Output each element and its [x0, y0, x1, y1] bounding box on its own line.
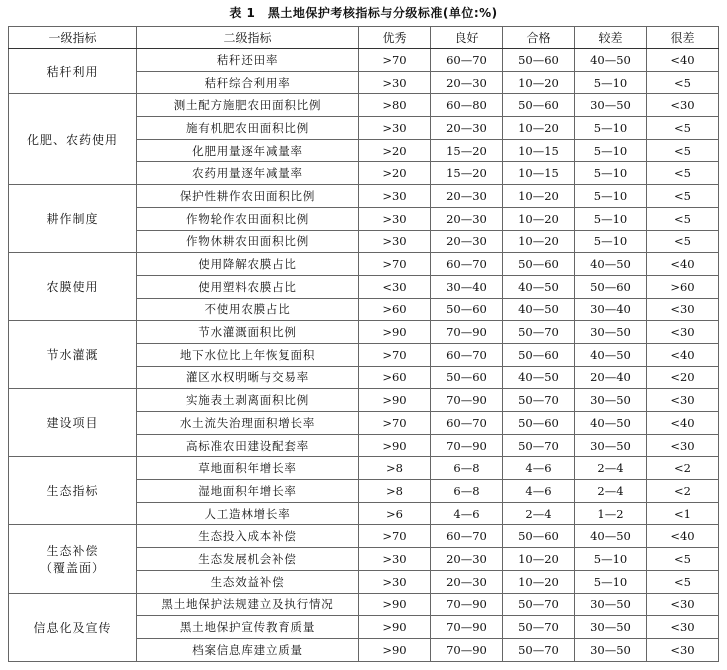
- value-poor: 5—10: [575, 139, 647, 162]
- value-excellent: >30: [359, 548, 431, 571]
- value-poor: 5—10: [575, 185, 647, 208]
- table-row: [9, 593, 719, 616]
- level2-indicator: 测土配方施肥农田面积比例: [137, 94, 359, 117]
- table-row: [9, 253, 719, 276]
- level2-indicator: 灌区水权明晰与交易率: [137, 366, 359, 389]
- value-very-poor: <30: [647, 593, 719, 616]
- value-very-poor: >60: [647, 275, 719, 298]
- level2-indicator: 黑土地保护法规建立及执行情况: [137, 593, 359, 616]
- level1-name: 农膜使用: [46, 280, 99, 295]
- level2-indicator: 农药用量逐年减量率: [137, 162, 359, 185]
- value-very-poor: <20: [647, 366, 719, 389]
- value-good: 60—70: [431, 49, 503, 72]
- value-good: 6—8: [431, 480, 503, 503]
- value-pass: 10—20: [503, 71, 575, 94]
- value-excellent: >70: [359, 343, 431, 366]
- value-poor: 40—50: [575, 253, 647, 276]
- value-poor: 2—4: [575, 480, 647, 503]
- value-pass: 10—20: [503, 230, 575, 253]
- value-poor: 30—50: [575, 593, 647, 616]
- value-excellent: >20: [359, 139, 431, 162]
- value-excellent: >70: [359, 525, 431, 548]
- value-good: 70—90: [431, 616, 503, 639]
- value-good: 6—8: [431, 457, 503, 480]
- value-very-poor: <2: [647, 457, 719, 480]
- table-row: [9, 185, 719, 208]
- value-pass: 10—15: [503, 139, 575, 162]
- value-poor: 30—40: [575, 298, 647, 321]
- level2-indicator: 节水灌溉面积比例: [137, 321, 359, 344]
- value-very-poor: <5: [647, 230, 719, 253]
- value-pass: 40—50: [503, 366, 575, 389]
- level2-indicator: 不使用农膜占比: [137, 298, 359, 321]
- value-very-poor: <30: [647, 389, 719, 412]
- level2-indicator: 秸秆综合利用率: [137, 71, 359, 94]
- value-very-poor: <5: [647, 207, 719, 230]
- value-poor: 5—10: [575, 162, 647, 185]
- level1-indicator: [9, 49, 137, 94]
- value-very-poor: <40: [647, 49, 719, 72]
- level1-name: 信息化及宣传: [33, 620, 112, 635]
- value-good: 70—90: [431, 593, 503, 616]
- header-level2: 二级指标: [137, 27, 359, 49]
- level2-indicator: 实施表土剥离面积比例: [137, 389, 359, 412]
- value-excellent: >90: [359, 434, 431, 457]
- level2-indicator: 地下水位比上年恢复面积: [137, 343, 359, 366]
- value-excellent: >30: [359, 207, 431, 230]
- value-pass: 4—6: [503, 480, 575, 503]
- value-good: 60—70: [431, 412, 503, 435]
- value-good: 60—80: [431, 94, 503, 117]
- value-excellent: >30: [359, 185, 431, 208]
- table-row: [9, 49, 719, 72]
- value-very-poor: <2: [647, 480, 719, 503]
- value-poor: 30—50: [575, 616, 647, 639]
- value-pass: 40—50: [503, 298, 575, 321]
- value-good: 50—60: [431, 298, 503, 321]
- value-pass: 50—70: [503, 321, 575, 344]
- value-good: 70—90: [431, 321, 503, 344]
- value-good: 60—70: [431, 253, 503, 276]
- value-excellent: >60: [359, 298, 431, 321]
- value-pass: 50—60: [503, 343, 575, 366]
- level2-indicator: 化肥用量逐年减量率: [137, 139, 359, 162]
- header-poor: 较差: [575, 27, 647, 49]
- value-excellent: >8: [359, 457, 431, 480]
- value-excellent: >30: [359, 117, 431, 140]
- value-poor: 5—10: [575, 117, 647, 140]
- value-poor: 30—50: [575, 94, 647, 117]
- table-caption: 表 1 黑土地保护考核指标与分级标准(单位:%): [229, 6, 498, 20]
- value-pass: 50—70: [503, 434, 575, 457]
- value-pass: 50—70: [503, 616, 575, 639]
- value-excellent: >80: [359, 94, 431, 117]
- value-very-poor: <1: [647, 502, 719, 525]
- value-good: 4—6: [431, 502, 503, 525]
- level1-name: 生态指标: [46, 484, 99, 499]
- value-pass: 4—6: [503, 457, 575, 480]
- value-very-poor: <40: [647, 412, 719, 435]
- level1-name: 节水灌溉: [46, 348, 99, 363]
- value-good: 15—20: [431, 162, 503, 185]
- value-pass: 10—20: [503, 185, 575, 208]
- level2-indicator: 草地面积年增长率: [137, 457, 359, 480]
- value-excellent: <30: [359, 275, 431, 298]
- level1-indicator: [9, 457, 137, 525]
- level2-indicator: 作物休耕农田面积比例: [137, 230, 359, 253]
- header-very-poor: 很差: [647, 27, 719, 49]
- level2-indicator: 保护性耕作农田面积比例: [137, 185, 359, 208]
- value-poor: 30—50: [575, 321, 647, 344]
- value-good: 70—90: [431, 434, 503, 457]
- value-excellent: >90: [359, 616, 431, 639]
- level2-indicator: 施有机肥农田面积比例: [137, 117, 359, 140]
- value-excellent: >90: [359, 638, 431, 661]
- value-poor: 1—2: [575, 502, 647, 525]
- value-good: 20—30: [431, 548, 503, 571]
- value-poor: 5—10: [575, 570, 647, 593]
- value-poor: 50—60: [575, 275, 647, 298]
- value-very-poor: <5: [647, 139, 719, 162]
- level1-name: 建设项目: [46, 416, 99, 431]
- level2-indicator: 生态效益补偿: [137, 570, 359, 593]
- value-very-poor: <30: [647, 94, 719, 117]
- level2-indicator: 人工造林增长率: [137, 502, 359, 525]
- value-good: 60—70: [431, 343, 503, 366]
- table-row: [9, 321, 719, 344]
- value-excellent: >90: [359, 389, 431, 412]
- value-pass: 10—20: [503, 117, 575, 140]
- value-very-poor: <30: [647, 321, 719, 344]
- value-excellent: >70: [359, 49, 431, 72]
- value-pass: 50—60: [503, 412, 575, 435]
- value-very-poor: <5: [647, 570, 719, 593]
- header-pass: 合格: [503, 27, 575, 49]
- level1-subname: （覆盖面）: [39, 560, 105, 575]
- value-poor: 30—50: [575, 389, 647, 412]
- value-good: 20—30: [431, 185, 503, 208]
- level1-indicator: [9, 253, 137, 321]
- level1-indicator: [9, 593, 137, 661]
- header-level1: 一级指标: [9, 27, 137, 49]
- value-pass: 10—20: [503, 570, 575, 593]
- value-excellent: >30: [359, 71, 431, 94]
- level1-indicator: [9, 389, 137, 457]
- value-poor: 5—10: [575, 548, 647, 571]
- value-poor: 2—4: [575, 457, 647, 480]
- value-poor: 40—50: [575, 49, 647, 72]
- level1-name: 化肥、农药使用: [26, 132, 118, 147]
- value-pass: 50—60: [503, 525, 575, 548]
- value-excellent: >30: [359, 230, 431, 253]
- level2-indicator: 使用塑料农膜占比: [137, 275, 359, 298]
- level2-indicator: 湿地面积年增长率: [137, 480, 359, 503]
- value-poor: 30—50: [575, 638, 647, 661]
- level2-indicator: 秸秆还田率: [137, 49, 359, 72]
- value-pass: 10—20: [503, 207, 575, 230]
- value-excellent: >70: [359, 412, 431, 435]
- value-pass: 50—70: [503, 638, 575, 661]
- value-excellent: >60: [359, 366, 431, 389]
- value-very-poor: <40: [647, 253, 719, 276]
- level1-name: 耕作制度: [46, 212, 99, 227]
- value-poor: 40—50: [575, 412, 647, 435]
- level1-name: 生态补偿: [46, 543, 99, 558]
- value-poor: 5—10: [575, 207, 647, 230]
- value-pass: 50—70: [503, 389, 575, 412]
- table-row: [9, 525, 719, 548]
- value-excellent: >20: [359, 162, 431, 185]
- value-good: 20—30: [431, 71, 503, 94]
- value-very-poor: <5: [647, 71, 719, 94]
- value-pass: 40—50: [503, 275, 575, 298]
- value-pass: 2—4: [503, 502, 575, 525]
- header-good: 良好: [431, 27, 503, 49]
- level1-name: 秸秆利用: [46, 64, 99, 79]
- value-good: 15—20: [431, 139, 503, 162]
- value-poor: 5—10: [575, 230, 647, 253]
- level2-indicator: 生态投入成本补偿: [137, 525, 359, 548]
- value-very-poor: <5: [647, 548, 719, 571]
- value-excellent: >6: [359, 502, 431, 525]
- level1-indicator: [9, 185, 137, 253]
- table-row: [9, 389, 719, 412]
- value-poor: 40—50: [575, 525, 647, 548]
- value-poor: 40—50: [575, 343, 647, 366]
- level2-indicator: 使用降解农膜占比: [137, 253, 359, 276]
- value-good: 20—30: [431, 207, 503, 230]
- value-pass: 10—15: [503, 162, 575, 185]
- level2-indicator: 作物轮作农田面积比例: [137, 207, 359, 230]
- value-very-poor: <5: [647, 185, 719, 208]
- value-pass: 50—60: [503, 94, 575, 117]
- value-pass: 50—60: [503, 49, 575, 72]
- level1-indicator: [9, 525, 137, 593]
- value-pass: 50—60: [503, 253, 575, 276]
- value-excellent: >90: [359, 593, 431, 616]
- header-excellent: 优秀: [359, 27, 431, 49]
- value-poor: 20—40: [575, 366, 647, 389]
- header-row: [9, 27, 719, 49]
- value-pass: 50—70: [503, 593, 575, 616]
- value-good: 70—90: [431, 389, 503, 412]
- value-good: 20—30: [431, 230, 503, 253]
- level1-indicator: [9, 321, 137, 389]
- value-good: 50—60: [431, 366, 503, 389]
- value-excellent: >70: [359, 253, 431, 276]
- value-excellent: >8: [359, 480, 431, 503]
- value-pass: 10—20: [503, 548, 575, 571]
- value-very-poor: <40: [647, 343, 719, 366]
- level2-indicator: 档案信息库建立质量: [137, 638, 359, 661]
- standards-table: [8, 26, 719, 662]
- value-good: 30—40: [431, 275, 503, 298]
- value-very-poor: <30: [647, 616, 719, 639]
- table-body: [9, 49, 719, 662]
- value-very-poor: <5: [647, 117, 719, 140]
- value-excellent: >30: [359, 570, 431, 593]
- value-good: 20—30: [431, 117, 503, 140]
- value-poor: 5—10: [575, 71, 647, 94]
- value-very-poor: <40: [647, 525, 719, 548]
- value-good: 70—90: [431, 638, 503, 661]
- value-excellent: >90: [359, 321, 431, 344]
- level2-indicator: 生态发展机会补偿: [137, 548, 359, 571]
- level2-indicator: 黑土地保护宣传教育质量: [137, 616, 359, 639]
- value-good: 60—70: [431, 525, 503, 548]
- value-very-poor: <30: [647, 638, 719, 661]
- value-very-poor: <30: [647, 298, 719, 321]
- value-very-poor: <30: [647, 434, 719, 457]
- value-poor: 30—50: [575, 434, 647, 457]
- value-good: 20—30: [431, 570, 503, 593]
- value-very-poor: <5: [647, 162, 719, 185]
- table-row: [9, 457, 719, 480]
- level1-indicator: [9, 94, 137, 185]
- level2-indicator: 高标准农田建设配套率: [137, 434, 359, 457]
- level2-indicator: 水土流失治理面积增长率: [137, 412, 359, 435]
- table-row: [9, 94, 719, 117]
